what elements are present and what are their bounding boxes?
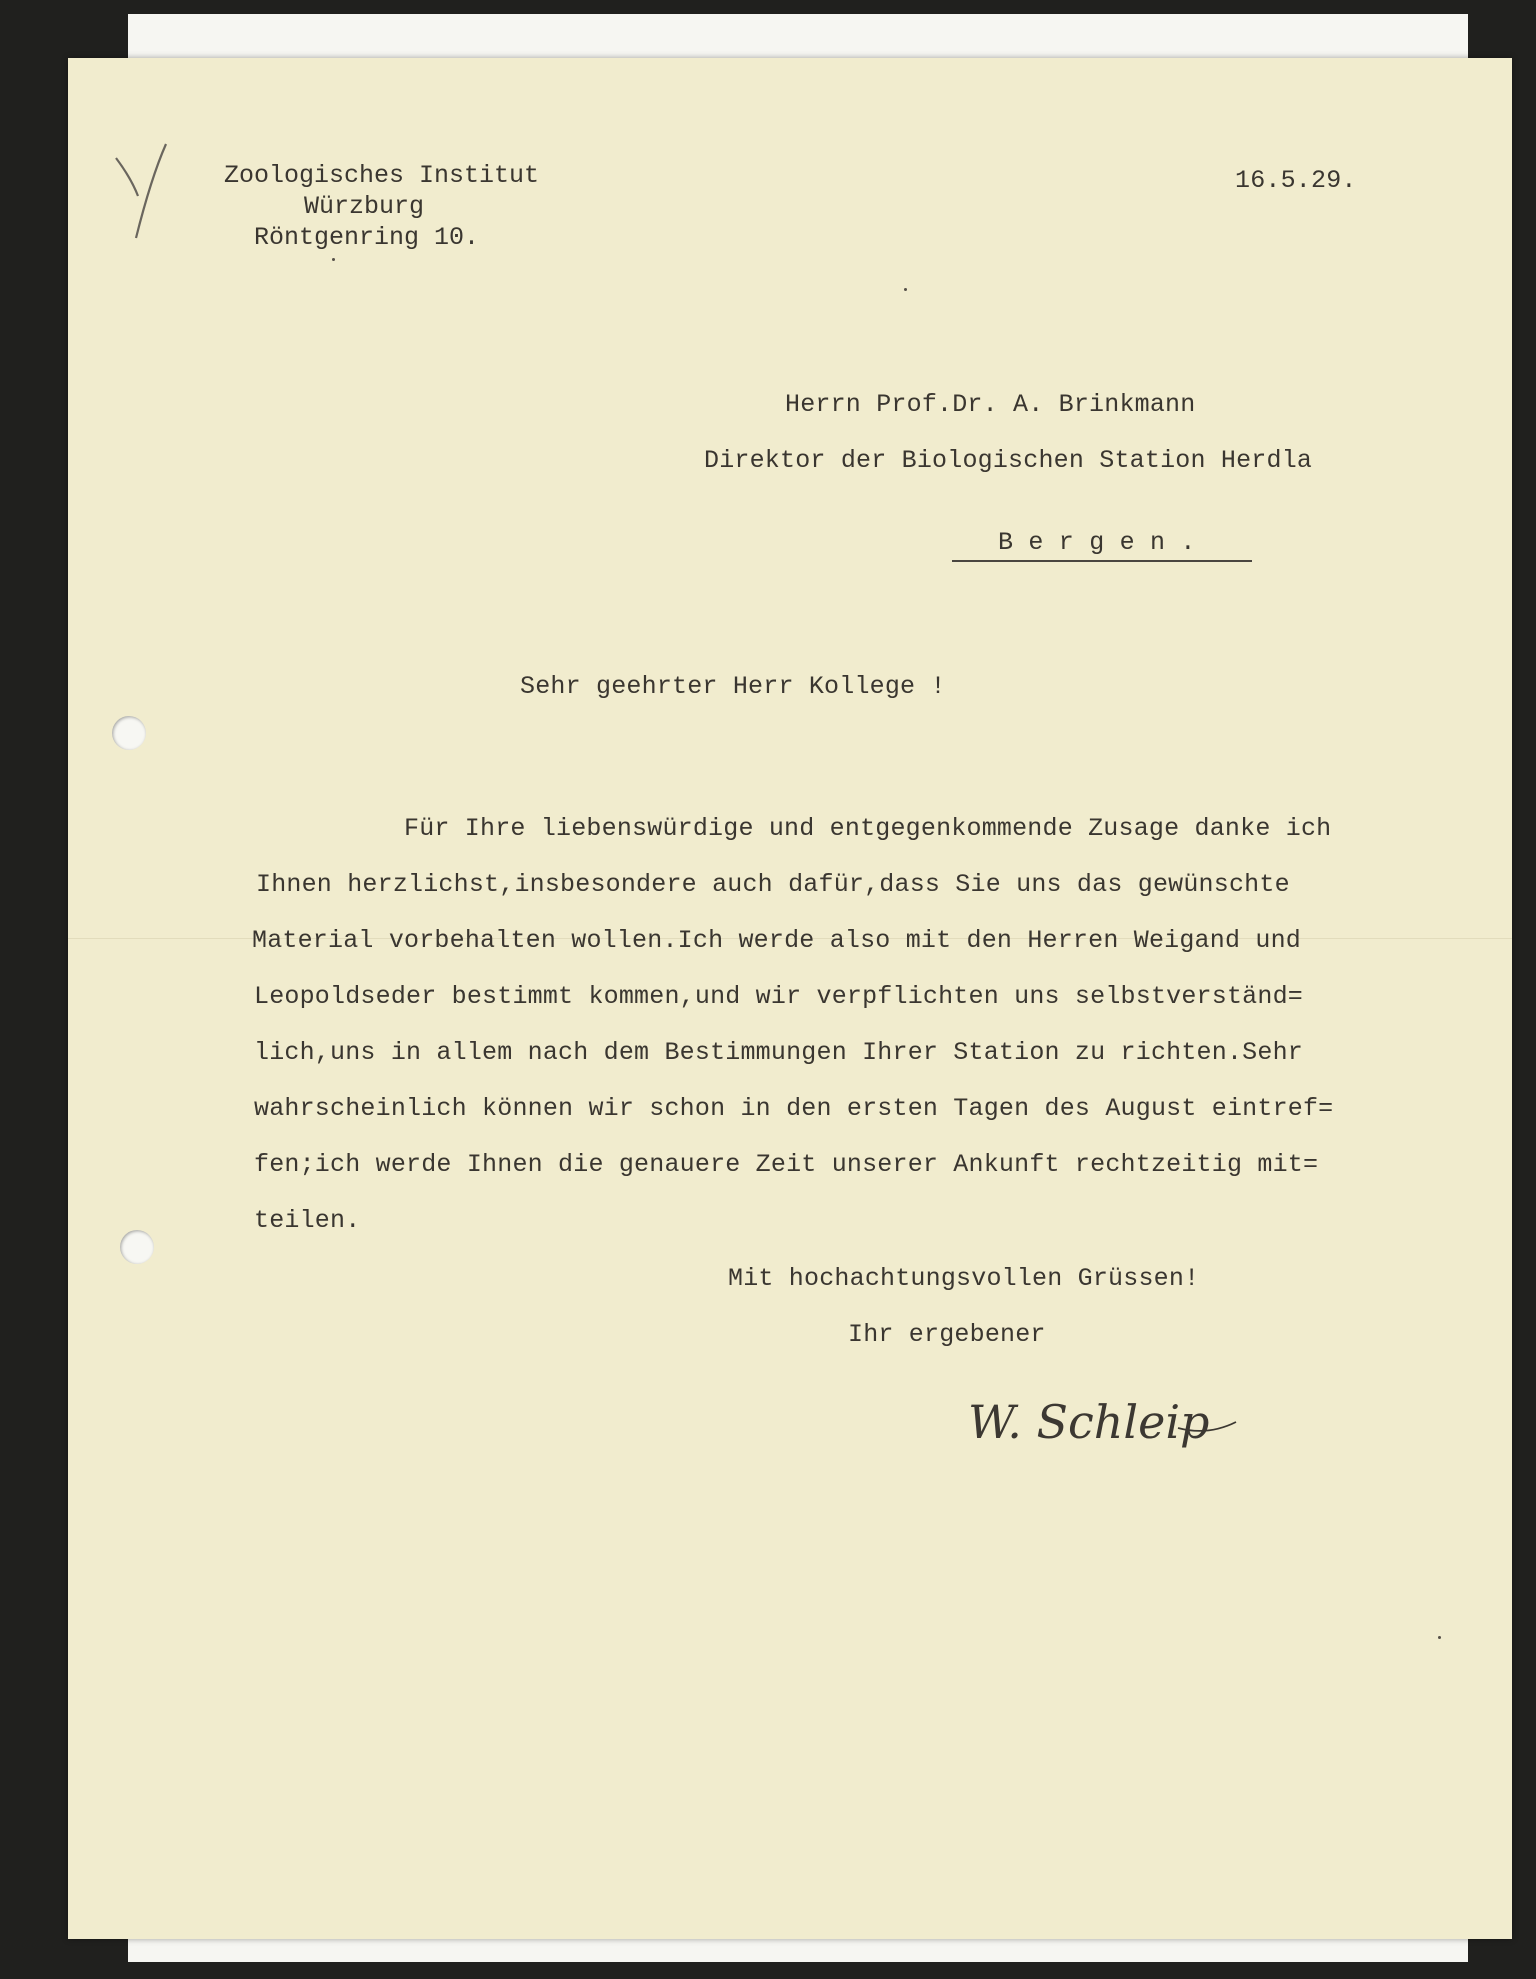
- paper-speck: [1438, 1636, 1441, 1639]
- recipient-name: Herrn Prof.Dr. A. Brinkmann: [785, 390, 1196, 419]
- body-line: lich,uns in allem nach dem Bestimmungen Ihrer Station zu richten.Sehr: [254, 1038, 1303, 1067]
- punch-hole-top: [112, 716, 146, 750]
- sender-institute: Zoologisches Institut: [224, 161, 540, 190]
- body-line: fen;ich werde Ihnen die genauere Zeit unserer Ankunft rechtzeitig mit=: [254, 1150, 1319, 1179]
- body-line: wahrscheinlich können wir schon in den ersten Tagen des August eintref=: [254, 1094, 1334, 1123]
- recipient-title: Direktor der Biologischen Station Herdla: [704, 446, 1313, 475]
- body-line: Leopoldseder bestimmt kommen,und wir verpflichten uns selbstverständ=: [254, 982, 1303, 1011]
- letter-page: [68, 58, 1512, 1939]
- letter-date: 16.5.29.: [1235, 166, 1357, 195]
- paper-speck: [332, 258, 335, 261]
- sender-street: Röntgenring 10.: [254, 223, 480, 252]
- pencil-x-mark: [106, 138, 176, 248]
- body-line: Für Ihre liebenswürdige und entgegenkommende Zusage danke ich: [404, 814, 1332, 843]
- city-underline: [952, 560, 1252, 562]
- body-line: Ihnen herzlichst,insbesondere auch dafür,dass Sie uns das gewünschte: [256, 870, 1290, 899]
- handwritten-signature: [968, 1388, 1268, 1478]
- body-line: teilen.: [254, 1206, 361, 1235]
- sender-city: Würzburg: [304, 192, 425, 221]
- punch-hole-bottom: [120, 1230, 154, 1264]
- svg-text:W. Schleip: W. Schleip: [968, 1395, 1210, 1449]
- closing-ergebener: Ihr ergebener: [848, 1320, 1046, 1349]
- salutation: Sehr geehrter Herr Kollege !: [520, 672, 946, 701]
- recipient-city: B e r g e n .: [998, 528, 1196, 557]
- sender-address: [224, 160, 539, 253]
- closing: Mit hochachtungsvollen Grüssen!: [728, 1264, 1200, 1293]
- body-line: Material vorbehalten wollen.Ich werde also mit den Herren Weigand und: [252, 926, 1301, 955]
- paper-speck: [904, 288, 907, 291]
